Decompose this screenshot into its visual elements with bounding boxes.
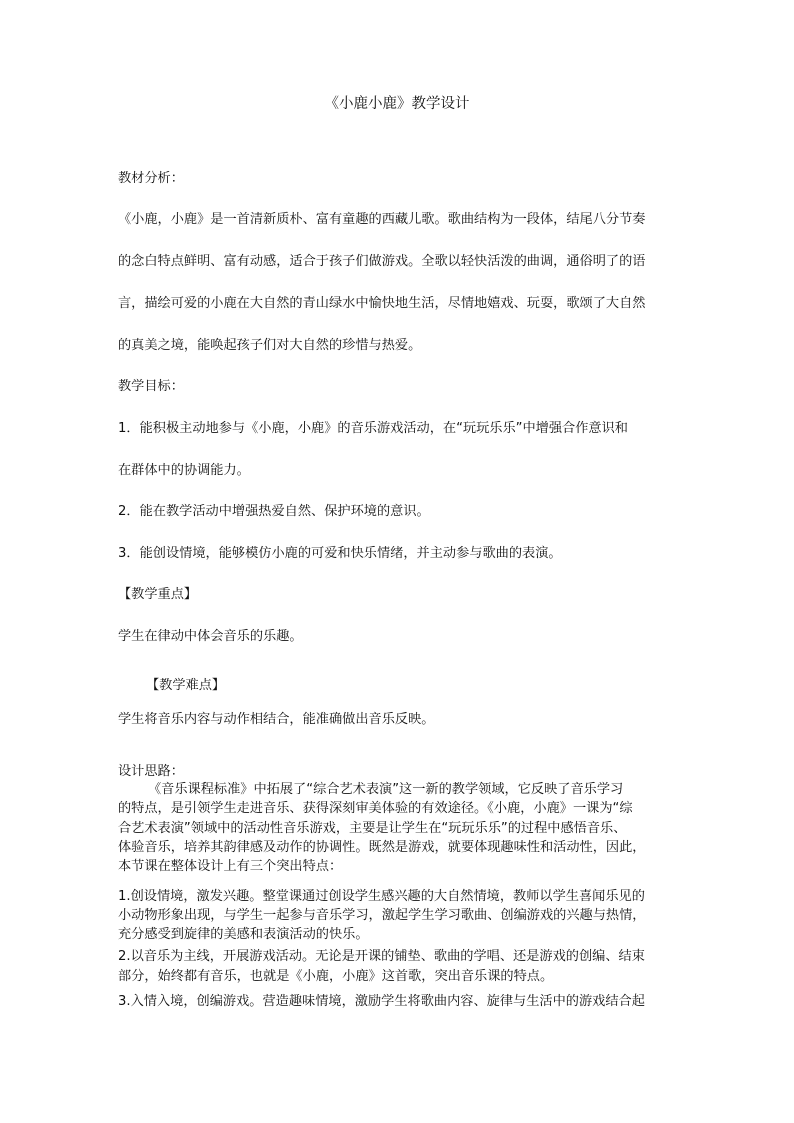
design-line: 1.创设情境，激发兴趣。整堂课通过创设学生感兴趣的大自然情境，教师以学生喜闻乐见的 xyxy=(118,889,645,904)
key-heading: 【教学重点】 xyxy=(118,587,198,602)
design-line: 的特点，是引领学生走进音乐、获得深刻审美体验的有效途径。《小鹿，小鹿》一课为“综 xyxy=(118,801,633,816)
difficulty-heading: 【教学难点】 xyxy=(146,678,226,693)
design-line: 本节课在整体设计上有三个突出特点： xyxy=(118,859,343,874)
goal-line: 1．能积极主动地参与《小鹿，小鹿》的音乐游戏活动，在“玩玩乐乐”中增强合作意识和 xyxy=(118,421,628,436)
design-line: 合艺术表演”领域中的活动性音乐游戏，主要是让学生在“玩玩乐乐”的过程中感悟音乐、 xyxy=(118,821,627,836)
goals-heading: 教学目标： xyxy=(118,379,184,394)
goal-line: 2．能在教学活动中增强热爱自然、保护环境的意识。 xyxy=(118,504,430,519)
goal-line: 在群体中的协调能力。 xyxy=(118,463,250,478)
material-line: 言，描绘可爱的小鹿在大自然的青山绿水中愉快地生活，尽情地嬉戏、玩耍，歌颂了大自然 xyxy=(118,296,646,311)
material-line: 《小鹿，小鹿》是一首清新质朴、富有童趣的西藏儿歌。歌曲结构为一段体，结尾八分节奏 xyxy=(118,212,646,227)
difficulty-text: 学生将音乐内容与动作相结合，能准确做出音乐反映。 xyxy=(118,712,435,727)
material-heading: 教材分析： xyxy=(118,171,184,186)
design-line: 体验音乐，培养其韵律感及动作的协调性。既然是游戏，就要体现趣味性和活动性，因此， xyxy=(118,840,646,855)
design-line: 2.以音乐为主线，开展游戏活动。无论是开课的铺垫、歌曲的学唱、还是游戏的创编、结束 xyxy=(118,949,645,964)
design-line: 充分感受到旋律的美感和表演活动的快乐。 xyxy=(118,927,369,942)
design-line: 3.入情入境，创编游戏。营造趣味情境，激励学生将歌曲内容、旋律与生活中的游戏结合起 xyxy=(118,994,645,1009)
design-line: 小动物形象出现，与学生一起参与音乐学习，激起学生学习歌曲、创编游戏的兴趣与热情， xyxy=(118,908,646,923)
design-line: 《音乐课程标准》中拓展了“综合艺术表演”这一新的教学领域，它反映了音乐学习 xyxy=(148,782,624,797)
design-heading: 设计思路： xyxy=(118,764,184,779)
document-title: 《小鹿小鹿》教学设计 xyxy=(324,96,470,112)
goal-line: 3．能创设情境，能够模仿小鹿的可爱和快乐情绪，并主动参与歌曲的表演。 xyxy=(118,546,562,561)
design-line: 部分，始终都有音乐，也就是《小鹿，小鹿》这首歌，突出音乐课的特点。 xyxy=(118,969,554,984)
material-line: 的真美之境，能唤起孩子们对大自然的珍惜与热爱。 xyxy=(118,338,422,353)
material-line: 的念白特点鲜明、富有动感，适合于孩子们做游戏。全歌以轻快活泼的曲调，通俗明了的语 xyxy=(118,254,646,269)
key-text: 学生在律动中体会音乐的乐趣。 xyxy=(118,629,303,644)
